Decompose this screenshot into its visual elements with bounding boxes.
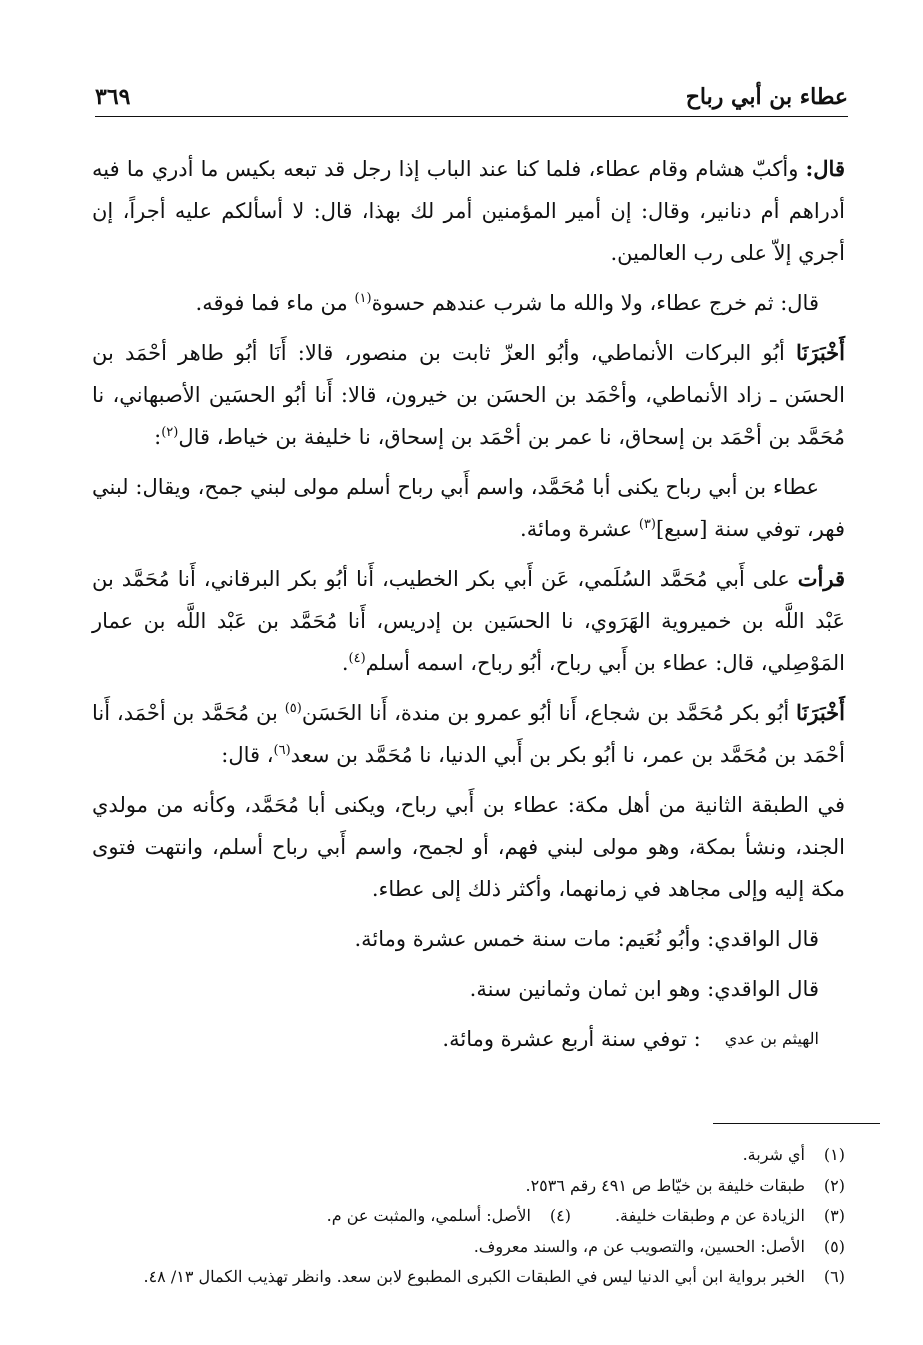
footnote-1 bbox=[92, 1140, 845, 1171]
paragraph-4-text-b: عشرة ومائة. bbox=[520, 517, 639, 541]
footnote-number: (٤) bbox=[549, 1206, 571, 1225]
footnote-number: (٦) bbox=[823, 1267, 845, 1286]
footnote-text: الأصل: الحسين، والتصويب عن م، والسند معروف. bbox=[473, 1236, 805, 1256]
paragraph-4-text-a: عطاء بن أبي رباح يكنى أبا مُحَمَّد، واسم أَبي رباح أسلم مولى لبني جمح، ويقال: لبني فهر، توفي سنة [سبع] bbox=[92, 475, 845, 541]
footnote-ref-1: (١) bbox=[354, 291, 372, 306]
footnote-number: (٢) bbox=[823, 1175, 845, 1195]
footnotes bbox=[92, 1140, 845, 1293]
paragraph-6-text-a: أبُو بكر مُحَمَّد بن شجاع، أَنا أبُو عمرو بن مندة، أَنا الحَسَن bbox=[301, 701, 797, 725]
footnote-ref-4: (٤) bbox=[348, 651, 366, 666]
paragraph-2 bbox=[92, 282, 845, 324]
header-title: عطاء بن أبي رباح bbox=[685, 84, 848, 110]
footnote-6 bbox=[92, 1262, 845, 1293]
keyword-qaraat: قرأت bbox=[797, 566, 845, 591]
footnote-5 bbox=[92, 1232, 845, 1263]
narrator-name: الهيثم بن عدي bbox=[724, 1029, 819, 1048]
page-number: ٣٦٩ bbox=[95, 84, 131, 110]
paragraph-8: قال الواقدي: وأبُو نُعَيم: مات سنة خمس عشرة ومائة. bbox=[354, 927, 819, 951]
footnote-text: أي شربة. bbox=[742, 1145, 805, 1164]
footnote-text: الزيادة عن م وطبقات خليفة. bbox=[614, 1206, 805, 1225]
main-text bbox=[92, 148, 845, 1060]
footnote-ref-3: (٣) bbox=[638, 517, 656, 532]
paragraph-6 bbox=[92, 692, 845, 776]
keyword-qal: قال: bbox=[805, 156, 845, 181]
footnote-ref-2: (٢) bbox=[161, 425, 179, 440]
footnote-3-4 bbox=[92, 1201, 845, 1232]
footnote-number: (١) bbox=[823, 1145, 845, 1164]
footnote-number: (٣) bbox=[823, 1206, 845, 1225]
footnote-ref-6: (٦) bbox=[273, 743, 291, 758]
keyword-akhbarana-2: أَخْبَرَنَا bbox=[796, 700, 845, 725]
paragraph-3 bbox=[92, 332, 845, 458]
paragraph-3-text-b: : bbox=[154, 425, 162, 449]
paragraph-3-text-a: أبُو البركات الأنماطي، وأبُو العزّ ثابت بن منصور، قالا: أَنَا أبُو طاهر أحْمَد بن الحسَن ـ زاد الأنماطي، وأحْمَد بن الحسَن بن خيرون، قالا: أَنا أبُو الحسَين الأصبهاني، نا مُحَمَّد بن أحْمَد بن إسحاق، نا عمر بن أحْمَد بن إسحاق، نا خليفة بن خياط، قال bbox=[92, 341, 845, 449]
footnote-number: (٥) bbox=[823, 1236, 845, 1256]
paragraph-10-text: : توفي سنة أربع عشرة ومائة. bbox=[442, 1027, 701, 1051]
keyword-akhbarana: أَخْبَرَنَا bbox=[796, 340, 845, 365]
paragraph-5-text-a: على أَبي مُحَمَّد السُلَمي، عَن أَبي بكر الخطيب، أَنا أبُو بكر البرقاني، أَنا مُحَمَّد بن عَبْد اللَّه بن خميروية الهَرَوي، نا الحسَين بن إدريس، أَنا مُحَمَّد بن عَبْد اللَّه بن عمار المَوْصِلي، قال: عطاء بن أَبي رباح، أبُو رباح، اسمه أسلم bbox=[92, 567, 845, 675]
paragraph-6-text-c: ، قال: bbox=[221, 743, 274, 767]
paragraph-4 bbox=[92, 466, 845, 550]
footnote-text: طبقات خليفة بن خيّاط ص ٤٩١ رقم ٢٥٣٦. bbox=[525, 1175, 805, 1195]
paragraph-6-text-b: بن مُحَمَّد بن أحْمَد، أَنا أحْمَد بن مُحَمَّد بن عمر، نا أبُو بكر بن أَبي الدنيا، نا مُحَمَّد بن سعد bbox=[92, 701, 845, 767]
paragraph-1 bbox=[92, 148, 845, 274]
footnote-text: الخبر برواية ابن أبي الدنيا ليس في الطبقات الكبرى المطبوع لابن سعد. وانظر تهذيب الكمال ١٣/ ٤٨. bbox=[143, 1267, 805, 1286]
paragraph-5-text-b: . bbox=[341, 651, 349, 675]
footnote-ref-5: (٥) bbox=[284, 701, 302, 716]
paragraph-5 bbox=[92, 558, 845, 684]
paragraph-2-text-b: من ماء فما فوقه. bbox=[195, 291, 355, 315]
footnote-separator bbox=[713, 1123, 880, 1124]
paragraph-1-text: وأكبّ هشام وقام عطاء، فلما كنا عند الباب إذا رجل قد تبعه بكيس ما أدري ما فيه أدراهم أم دنانير، وقال: إن أمير المؤمنين أمر لك بهذا، قال: لا أسألكم عليه أجراً، إن أجري إلاّ على رب العالمين. bbox=[92, 157, 845, 265]
footnote-2 bbox=[92, 1171, 845, 1202]
footnote-text: الأصل: أسلمي، والمثبت عن م. bbox=[326, 1206, 531, 1225]
paragraph-2-text-a: قال: ثم خرج عطاء، ولا والله ما شرب عندهم حسوة bbox=[371, 291, 819, 315]
running-header bbox=[95, 82, 848, 117]
paragraph-9: قال الواقدي: وهو ابن ثمان وثمانين سنة. bbox=[469, 977, 819, 1001]
paragraph-7: في الطبقة الثانية من أهل مكة: عطاء بن أَبي رباح، ويكنى أبا مُحَمَّد، وكأنه من مولدي الجند، ونشأ بمكة، وهو مولى لبني فهم، أو لجمح، واسم أَبي رباح أسلم، وانتهت فتوى مكة إليه وإلى مجاهد في زمانهما، وأكثر ذلك إلى عطاء. bbox=[92, 793, 845, 901]
paragraph-10 bbox=[92, 1018, 845, 1060]
